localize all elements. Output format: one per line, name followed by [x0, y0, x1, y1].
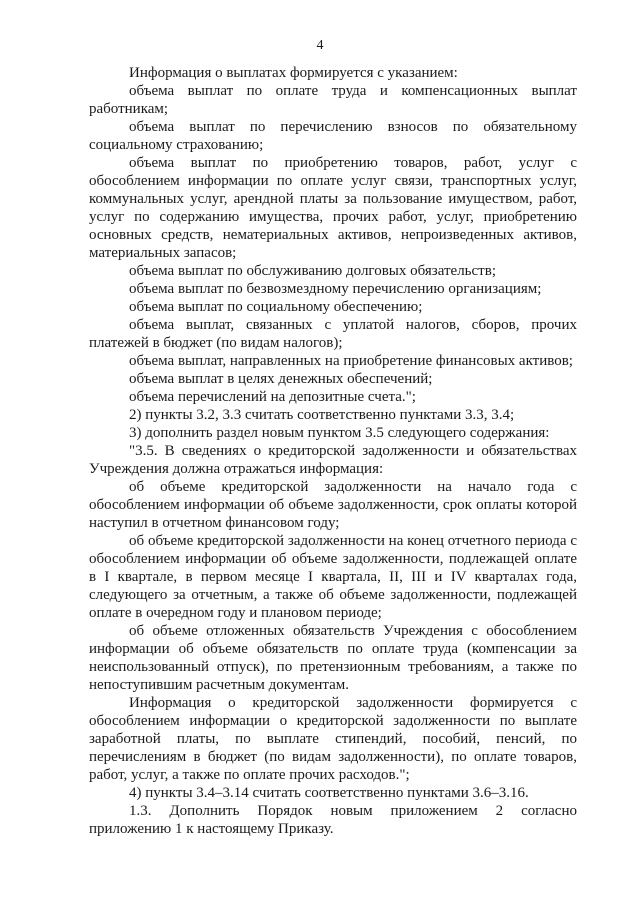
- paragraph: объема выплат по приобретению товаров, работ, услуг с обособлением информации по оплате услуг связи, транспортных услуг, коммунальных услуг, арендной платы за пользование имуществом, работ, услуг по содержанию имущества, прочих работ, услуг, приобретению основных средств, нематериальных активов, непроизведенных активов, материальных запасов;: [89, 155, 577, 261]
- paragraph: 3) дополнить раздел новым пунктом 3.5 следующего содержания:: [129, 425, 550, 441]
- paragraph: об объеме кредиторской задолженности на начало года с обособлением информации об объеме задолженности, срок оплаты которой наступил в отчетном финансовом году;: [89, 479, 577, 531]
- paragraph: Информация о кредиторской задолженности формируется с обособлением информации о кредиторской задолженности по выплате заработной платы, по выплате стипендий, пособий, пенсий, по перечислениям в бюджет (по видам задолженности), по оплате товаров, работ, услуг, а также по оплате прочих расходов.";: [89, 695, 577, 783]
- paragraph: объема выплат в целях денежных обеспечений;: [129, 371, 433, 387]
- paragraph: 2) пункты 3.2, 3.3 считать соответственно пунктами 3.3, 3.4;: [129, 407, 515, 423]
- paragraph: объема перечислений на депозитные счета.";: [129, 389, 416, 405]
- paragraph: объема выплат по социальному обеспечению;: [129, 299, 423, 315]
- page-number: 4: [316, 38, 324, 53]
- paragraph: об объеме кредиторской задолженности на конец отчетного периода с обособлением информации об объеме задолженности, подлежащей оплате в I квартале, в первом месяце I квартала, II, III и IV кварталах года, следующего за отчетным, а также об объеме задолженности, подлежащей оплате в очередном году и плановом периоде;: [89, 533, 577, 621]
- paragraph: Информация о выплатах формируется с указанием:: [129, 65, 458, 81]
- paragraph: объема выплат по безвозмездному перечислению организациям;: [129, 281, 542, 297]
- paragraph: объема выплат по обслуживанию долговых обязательств;: [129, 263, 496, 279]
- paragraph: об объеме отложенных обязательств Учреждения с обособлением информации об объеме обязательств по оплате труда (компенсации за неиспользованный отпуск), по претензионным требованиям, а также по непоступившим расчетным документам.: [89, 623, 577, 693]
- paragraph: объема выплат, направленных на приобретение финансовых активов;: [129, 353, 573, 369]
- paragraph: объема выплат по оплате труда и компенсационных выплат работникам;: [89, 83, 577, 117]
- paragraph: 4) пункты 3.4–3.14 считать соответственно пунктами 3.6–3.16.: [129, 785, 529, 801]
- paragraph: объема выплат по перечислению взносов по обязательному социальному страхованию;: [89, 119, 577, 153]
- paragraph: "3.5. В сведениях о кредиторской задолженности и обязательствах Учреждения должна отражаться информация:: [89, 443, 577, 477]
- paragraph: объема выплат, связанных с уплатой налогов, сборов, прочих платежей в бюджет (по видам налогов);: [89, 317, 577, 351]
- paragraph: 1.3. Дополнить Порядок новым приложением 2 согласно приложению 1 к настоящему Приказу.: [89, 803, 577, 837]
- document-body: [89, 64, 577, 838]
